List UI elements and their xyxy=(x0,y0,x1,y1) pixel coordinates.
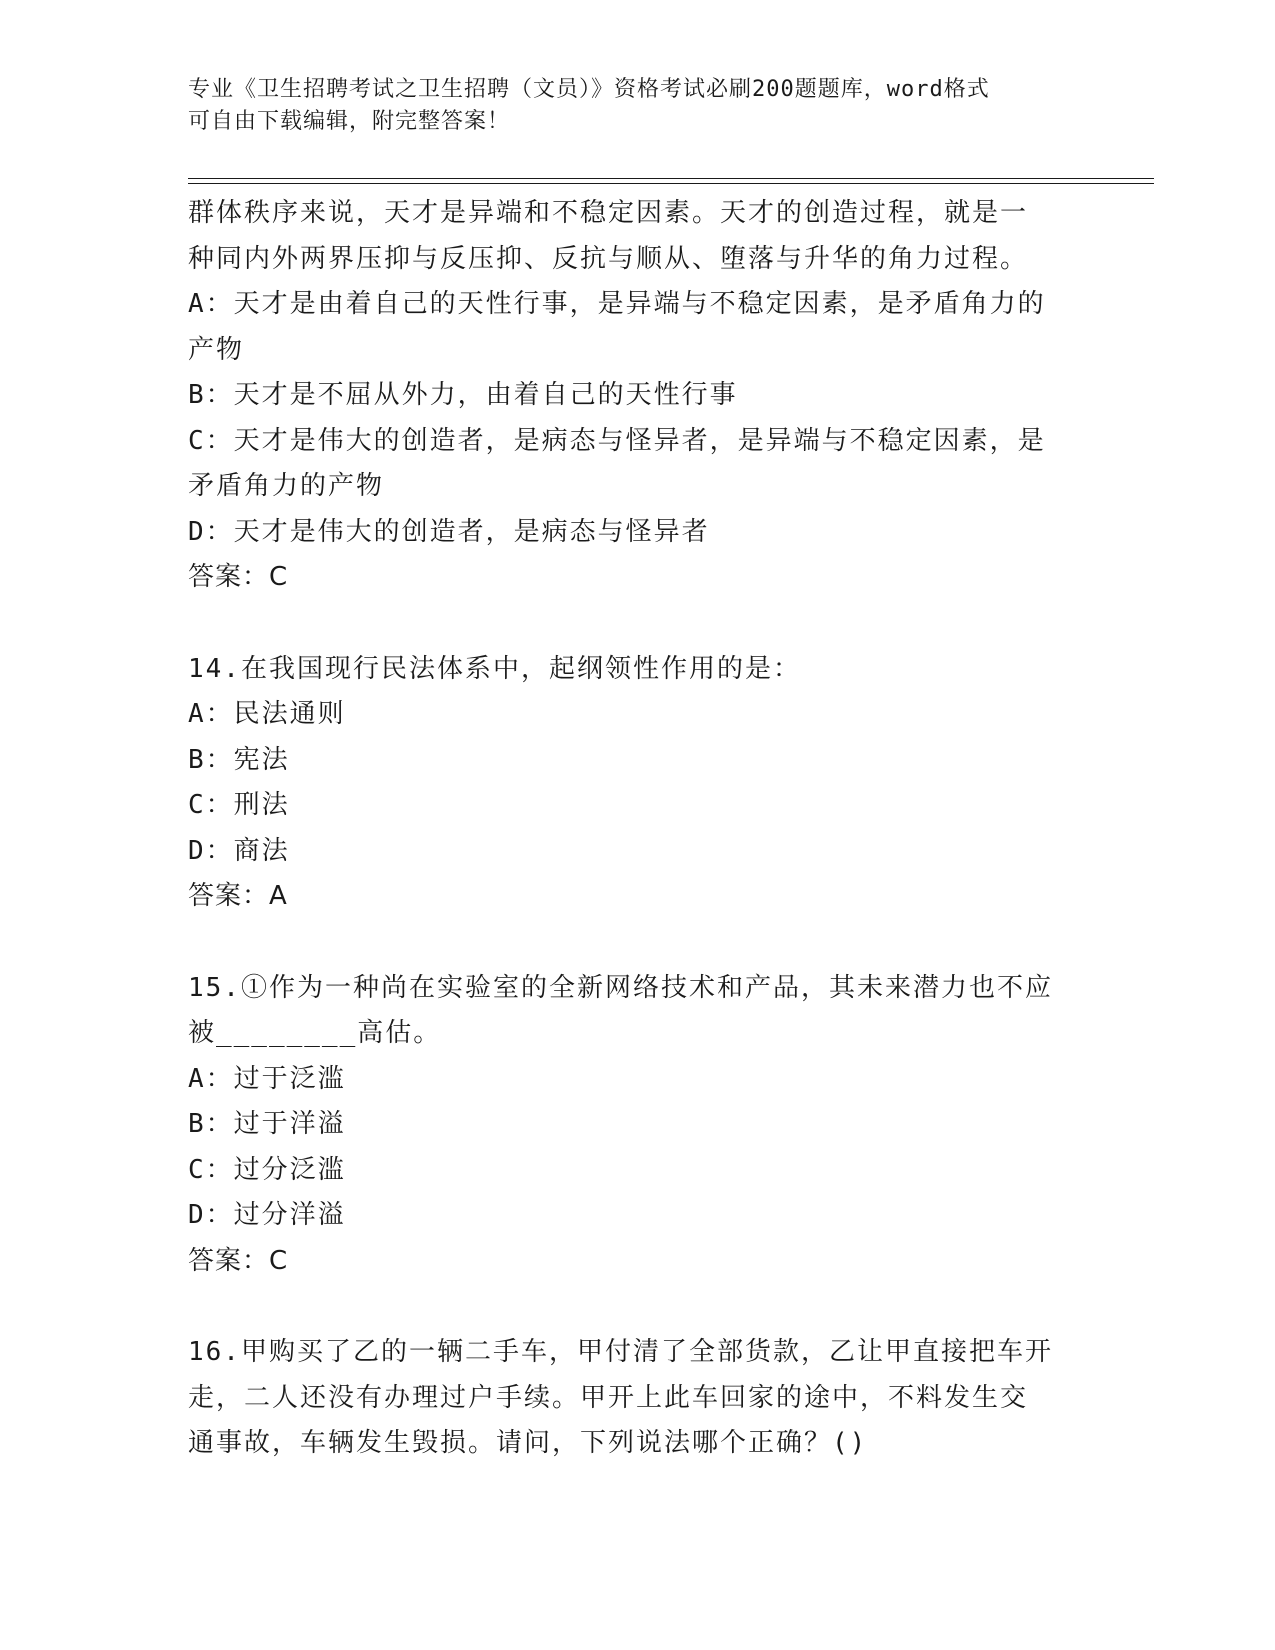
question-14-option-a: A：民法通则 xyxy=(188,699,346,729)
question-16-text-line-1: 16.甲购买了乙的一辆二手车，甲付清了全部货款，乙让甲直接把车开 xyxy=(188,1337,1053,1367)
document-body xyxy=(188,191,1088,1467)
question-15-option-a: A：过于泛滥 xyxy=(188,1063,346,1094)
question-13-option-c-line-1: C：天才是伟大的创造者，是病态与怪异者，是异端与不稳定因素，是 xyxy=(188,425,1046,456)
header-title-line-1: 专业《卫生招聘考试之卫生招聘（文员）》资格考试必刷200题题库，word格式 xyxy=(188,77,990,102)
question-15-option-d: D：过分洋溢 xyxy=(188,1200,346,1230)
question-14-block xyxy=(188,647,1088,920)
question-15-answer: 答案：C xyxy=(188,1245,289,1276)
question-13-text-line-2: 种同内外两界压抑与反压抑、反抗与顺从、堕落与升华的角力过程。 xyxy=(188,243,1029,274)
document-header xyxy=(188,74,1088,138)
header-title-line-2: 可自由下载编辑，附完整答案！ xyxy=(188,109,511,134)
question-13-option-a-line-2: 产物 xyxy=(188,334,245,365)
question-15-text-line-1: 15.①作为一种尚在实验室的全新网络技术和产品，其未来潜力也不应 xyxy=(188,972,1053,1003)
question-14-text: 14.在我国现行民法体系中，起纲领性作用的是： xyxy=(188,653,801,684)
question-14-answer: 答案：A xyxy=(188,881,288,911)
question-13-option-c-line-2: 矛盾角力的产物 xyxy=(188,471,385,501)
question-15-option-b: B：过于洋溢 xyxy=(188,1109,346,1139)
question-16-text-line-2: 走，二人还没有办理过户手续。甲开上此车回家的途中，不料发生交 xyxy=(188,1382,1029,1413)
question-15-text-line-2: 被________高估。 xyxy=(188,1018,442,1048)
question-13-text-line-1: 群体秩序来说，天才是异端和不稳定因素。天才的创造过程，就是一 xyxy=(188,198,1029,228)
question-13-answer: 答案：C xyxy=(188,562,289,592)
question-14-option-c: C：刑法 xyxy=(188,790,290,820)
question-15-block xyxy=(188,966,1088,1285)
question-13-option-a-line-1: A：天才是由着自己的天性行事，是异端与不稳定因素，是矛盾角力的 xyxy=(188,289,1046,319)
question-14-option-b: B：宪法 xyxy=(188,744,290,775)
section-spacer xyxy=(188,920,1088,966)
question-13-block xyxy=(188,191,1088,601)
question-13-option-d: D：天才是伟大的创造者，是病态与怪异者 xyxy=(188,516,710,547)
question-16-block xyxy=(188,1330,1088,1467)
question-16-text-line-3: 通事故，车辆发生毁损。请问，下列说法哪个正确？() xyxy=(188,1428,868,1458)
header-divider-top xyxy=(188,178,1154,179)
section-spacer xyxy=(188,601,1088,647)
header-divider-bottom xyxy=(188,183,1154,184)
question-14-option-d: D：商法 xyxy=(188,835,290,866)
section-spacer xyxy=(188,1284,1088,1330)
question-13-option-b: B：天才是不屈从外力，由着自己的天性行事 xyxy=(188,380,738,410)
question-15-option-c: C：过分泛滥 xyxy=(188,1154,346,1185)
